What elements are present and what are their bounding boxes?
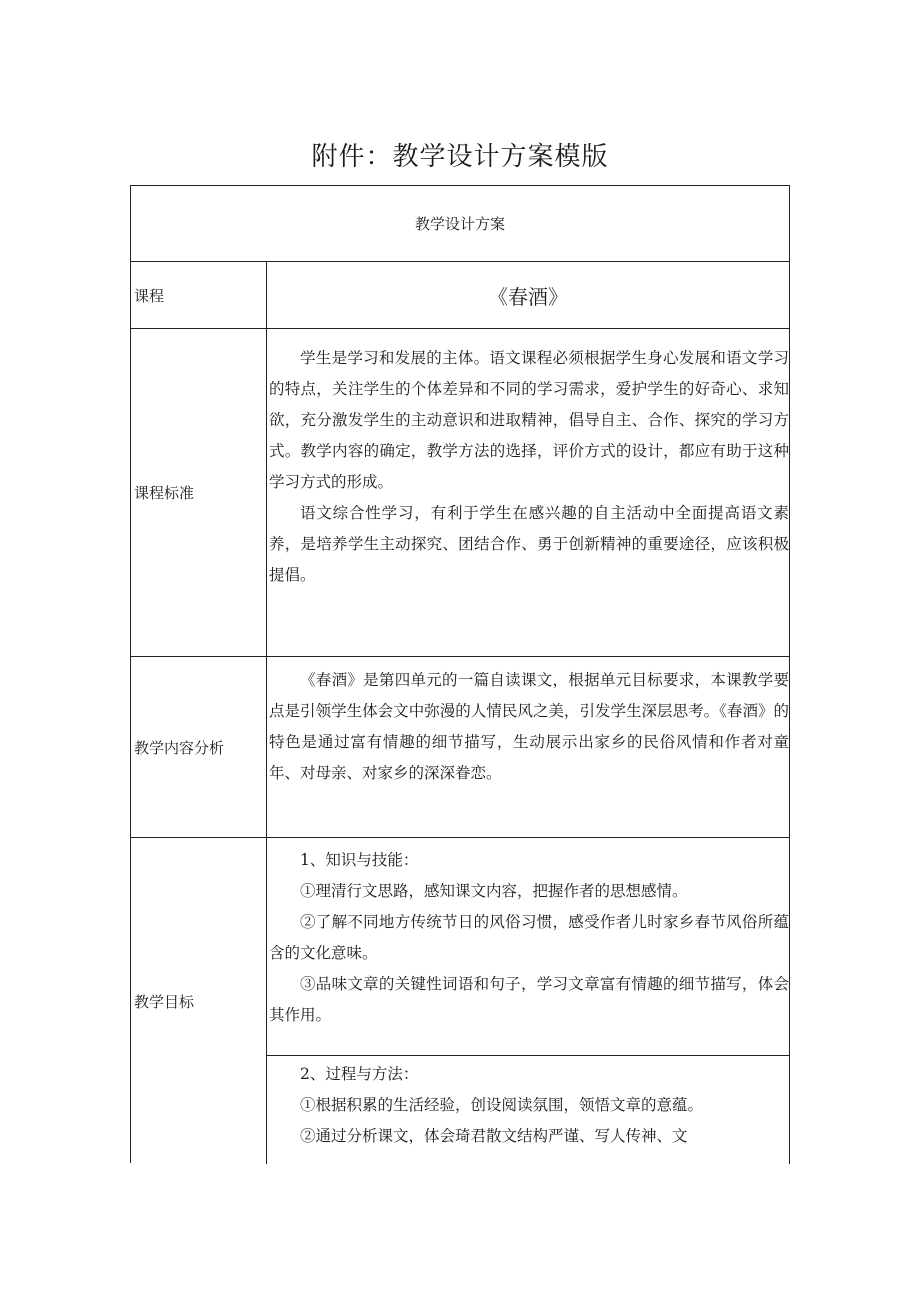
analysis-label: 教学内容分析	[134, 738, 225, 757]
course-label: 课程	[134, 286, 165, 305]
course-label-cell	[131, 262, 267, 329]
standard-content	[267, 329, 790, 657]
objective-line: ③品味文章的关键性词语和句子，学习文章富有情趣的细节描写，体会其作用。	[269, 975, 789, 1024]
course-value-cell	[267, 262, 790, 329]
course-name: 《春酒》	[488, 284, 568, 309]
standard-paragraph: 学生是学习和发展的主体。语文课程必须根据学生身心发展和语文学习的特点，关注学生的个体差异和不同的学习需求，爱护学生的好奇心、求知欲，充分激发学生的主动意识和进取精神，倡导自主、合作、探究的学习方式。教学内容的确定，教学方法的选择，评价方式的设计，都应有助于这种学习方式的形成。	[269, 349, 789, 491]
standard-label-cell	[131, 329, 267, 657]
table-header-text: 教学设计方案	[414, 215, 505, 233]
analysis-paragraph: 《春酒》是第四单元的一篇自读课文，根据单元目标要求，本课教学要点是引领学生体会文中弥漫的人情民风之美，引发学生深层思考。《春酒》的特色是通过富有情趣的细节描写，生动展示出家乡的民俗风情和作者对童年、对母亲、对家乡的深深眷恋。	[269, 671, 789, 782]
standard-label: 课程标准	[134, 484, 195, 502]
lesson-plan-table	[130, 185, 790, 1163]
objective-line: 1、知识与技能：	[300, 851, 419, 869]
objective-line: ①理清行文思路，感知课文内容，把握作者的思想感情。	[300, 882, 688, 900]
objectives-process	[267, 1056, 790, 1164]
analysis-label-cell	[131, 657, 267, 838]
objectives-label-cell	[131, 838, 267, 1164]
objective-line: 2、过程与方法：	[300, 1065, 419, 1083]
objective-line: ②通过分析课文，体会琦君散文结构严谨、写人传神、文	[300, 1127, 688, 1145]
analysis-content	[267, 657, 790, 838]
objective-line: ②了解不同地方传统节日的风俗习惯，感受作者儿时家乡春节风俗所蕴含的文化意味。	[269, 913, 789, 962]
objective-line: ①根据积累的生活经验，创设阅读氛围，领悟文章的意蕴。	[300, 1096, 704, 1114]
table-header	[131, 186, 790, 262]
objectives-label: 教学目标	[134, 992, 195, 1011]
objectives-knowledge	[267, 838, 790, 1056]
page-title: 附件：教学设计方案模版	[311, 142, 609, 172]
standard-paragraph: 语文综合性学习，有利于学生在感兴趣的自主活动中全面提高语文素养，是培养学生主动探究、团结合作、勇于创新精神的重要途径，应该积极提倡。	[269, 504, 789, 584]
